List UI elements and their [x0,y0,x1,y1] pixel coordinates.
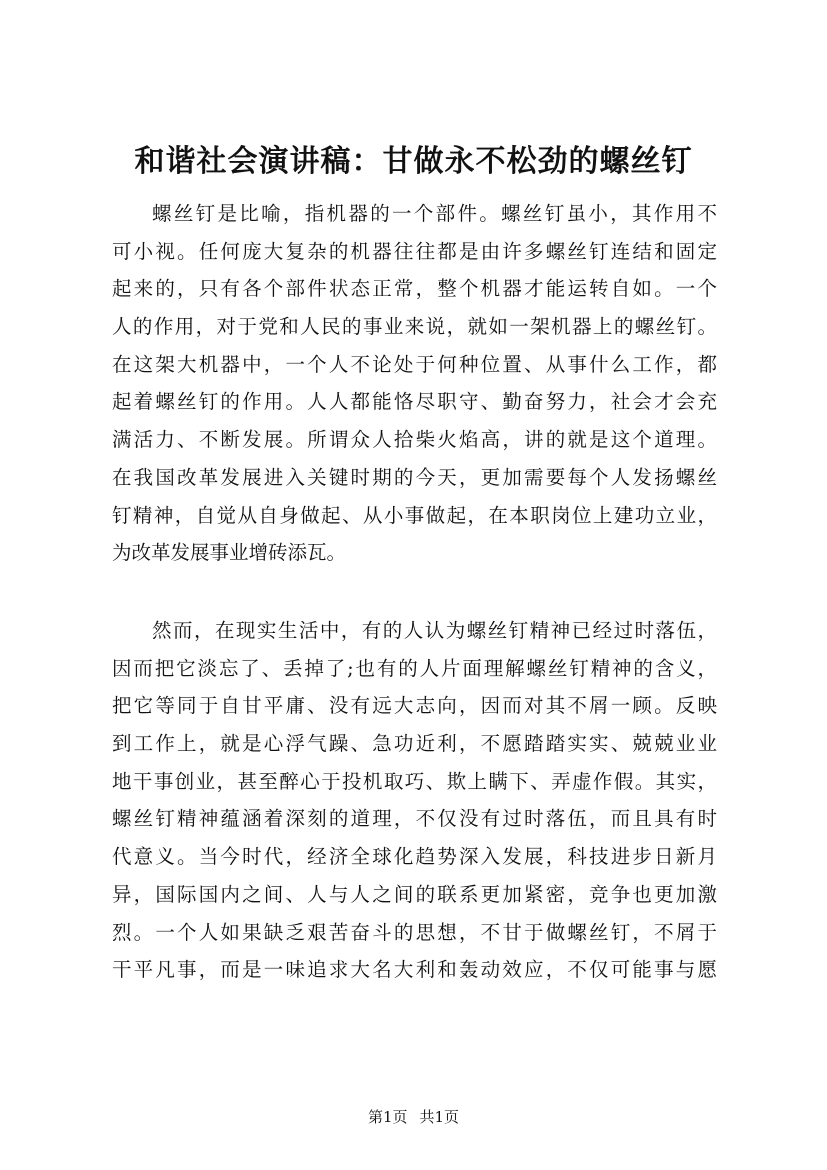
document-title: 和谐社会演讲稿：甘做永不松劲的螺丝钉 [134,144,693,179]
paragraph-line: 为改革发展事业增砖添瓦。 [112,541,347,565]
paragraph-line: 螺丝钉是比喻，指机器的一个部件。螺丝钉虽小，其作用不 [152,202,717,225]
paragraph-line: 异，国际国内之间、人与人之间的联系更加紧密，竞争也更加激 [112,882,717,906]
paragraph-line: 起来的，只有各个部件状态正常，整个机器才能运转自如。一个 [112,277,717,301]
page-footer [0,1107,827,1127]
page-number: 第1页 [367,1108,408,1126]
paragraph-line: 在我国改革发展进入关键时期的今天，更加需要每个人发扬螺丝 [112,465,717,489]
paragraph-line: 起着螺丝钉的作用。人人都能恪尽职守、勤奋努力，社会才会充 [112,390,717,414]
paragraph-line: 代意义。当今时代，经济全球化趋势深入发展，科技进步日新月 [112,845,717,869]
paragraph-2 [112,612,717,989]
paragraph-line: 在这架大机器中，一个人不论处于何种位置、从事什么工作，都 [112,352,717,376]
paragraph-line: 干平凡事，而是一味追求大名大利和轰动效应，不仅可能事与愿 [112,958,717,982]
paragraph-line: 然而，在现实生活中，有的人认为螺丝钉精神已经过时落伍， [152,619,717,642]
paragraph-line: 把它等同于自甘平庸、没有远大志向，因而对其不屑一顾。反映 [112,694,717,718]
paragraph-line: 螺丝钉精神蕴涵着深刻的道理，不仅没有过时落伍，而且具有时 [112,807,717,831]
paragraph-line: 可小视。任何庞大复杂的机器往往都是由许多螺丝钉连结和固定 [112,239,717,263]
page-total: 共1页 [419,1108,460,1126]
paragraph-line: 因而把它淡忘了、丢掉了;也有的人片面理解螺丝钉精神的含义， [112,656,717,680]
paragraph-line: 人的作用，对于党和人民的事业来说，就如一架机器上的螺丝钉。 [112,315,717,339]
paragraph-line: 到工作上，就是心浮气躁、急功近利，不愿踏踏实实、兢兢业业 [112,732,717,756]
paragraph-line: 烈。一个人如果缺乏艰苦奋斗的思想，不甘于做螺丝钉，不屑于 [112,920,717,944]
paragraph-line: 地干事创业，甚至醉心于投机取巧、欺上瞒下、弄虚作假。其实， [112,769,717,793]
paragraph-1 [112,195,717,572]
paragraph-line: 钉精神，自觉从自身做起、从小事做起，在本职岗位上建功立业， [112,503,717,527]
paragraph-line: 满活力、不断发展。所谓众人拾柴火焰高，讲的就是这个道理。 [112,428,717,452]
